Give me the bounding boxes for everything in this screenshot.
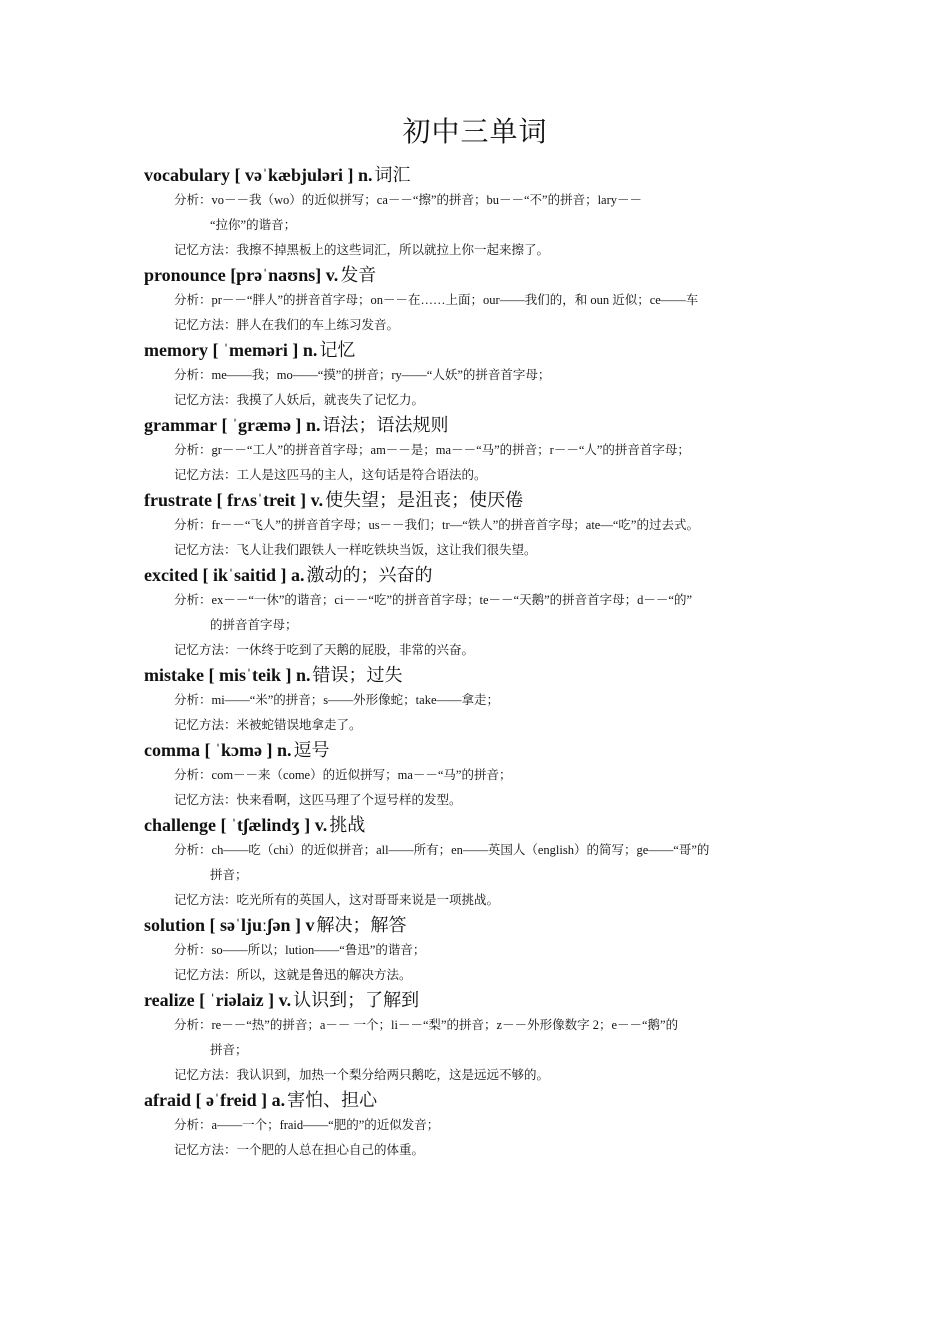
memory-method-label: 记忆方法： <box>174 468 237 482</box>
memory-method-text: 我擦不掉黑板上的这些词汇，所以就拉上你一起来擦了。 <box>236 243 550 257</box>
vocab-word: grammar <box>144 415 217 435</box>
headword-line <box>144 988 824 1013</box>
vocab-word: excited <box>144 565 198 585</box>
analysis-text: mi——“米”的拼音；s——外形像蛇；take——拿走； <box>211 693 499 707</box>
memory-method-label: 记忆方法： <box>174 718 237 732</box>
vocab-entry <box>144 263 824 338</box>
analysis-text: a——一个；fraid——“肥的”的近似发音； <box>211 1118 440 1132</box>
vocab-entry <box>144 413 824 488</box>
vocabulary-list <box>144 163 824 1163</box>
word-meaning: 激动的；兴奋的 <box>306 565 433 585</box>
analysis-line <box>144 938 824 963</box>
memory-method-line <box>144 1138 824 1163</box>
headword-line <box>144 413 824 438</box>
word-meaning: 词汇 <box>374 165 411 185</box>
analysis-line <box>144 688 824 713</box>
memory-method-text: 快来看啊，这匹马理了个逗号样的发型。 <box>236 793 462 807</box>
vocab-entry <box>144 563 824 663</box>
vocab-entry <box>144 663 824 738</box>
headword-line <box>144 813 824 838</box>
vocab-entry <box>144 738 824 813</box>
analysis-line <box>144 838 824 888</box>
analysis-line <box>144 763 824 788</box>
memory-method-label: 记忆方法： <box>174 793 237 807</box>
phonetic-transcription: [ əˈfreid ] <box>195 1090 268 1110</box>
analysis-text: com－－来（come）的近似拼写；ma－－“马”的拼音； <box>211 768 512 782</box>
memory-method-text: 一个肥的人总在担心自己的体重。 <box>236 1143 425 1157</box>
word-meaning: 害怕、担心 <box>287 1090 378 1110</box>
memory-method-line <box>144 963 824 988</box>
vocab-word: comma <box>144 740 200 760</box>
memory-method-line <box>144 388 824 413</box>
headword-line <box>144 488 824 513</box>
phonetic-transcription: [ vəˈkæbjuləri ] <box>234 165 354 185</box>
analysis-label: 分析： <box>174 693 212 707</box>
vocab-entry <box>144 913 824 988</box>
vocab-entry <box>144 338 824 413</box>
memory-method-label: 记忆方法： <box>174 318 237 332</box>
analysis-label: 分析： <box>174 1118 212 1132</box>
analysis-text: “拉你”的谐音； <box>210 218 297 232</box>
analysis-text: ch——吃（chi）的近似拼音；all——所有；en——英国人（english）的简写；ge——“哥”的 <box>211 843 710 857</box>
analysis-label: 分析： <box>174 943 212 957</box>
word-meaning: 认识到；了解到 <box>293 990 420 1010</box>
headword-line <box>144 1088 824 1113</box>
analysis-line <box>144 288 824 313</box>
part-of-speech: n. <box>358 165 373 185</box>
vocab-entry <box>144 163 824 263</box>
memory-method-line <box>144 463 824 488</box>
analysis-label: 分析： <box>174 518 212 532</box>
analysis-text: 拼音； <box>210 868 248 882</box>
memory-method-label: 记忆方法： <box>174 968 237 982</box>
analysis-line <box>144 1113 824 1138</box>
memory-method-label: 记忆方法： <box>174 893 237 907</box>
part-of-speech: v. <box>325 265 339 285</box>
vocab-entry <box>144 1088 824 1163</box>
part-of-speech: v. <box>314 815 328 835</box>
phonetic-transcription: [ ˈmeməri ] <box>212 340 299 360</box>
analysis-line <box>144 513 824 538</box>
analysis-line <box>144 588 824 638</box>
analysis-line <box>144 363 824 388</box>
memory-method-line <box>144 888 824 913</box>
memory-method-label: 记忆方法： <box>174 643 237 657</box>
memory-method-text: 一休终于吃到了天鹅的屁股，非常的兴奋。 <box>236 643 475 657</box>
headword-line <box>144 263 824 288</box>
phonetic-transcription: [ ikˈsaitid ] <box>202 565 287 585</box>
analysis-line <box>144 1013 824 1063</box>
part-of-speech: v <box>305 915 315 935</box>
analysis-label: 分析： <box>174 368 212 382</box>
analysis-label: 分析： <box>174 1018 212 1032</box>
phonetic-transcription: [ səˈljuːʃən ] <box>209 915 301 935</box>
analysis-label: 分析： <box>174 843 212 857</box>
analysis-text: pr－－“胖人”的拼音首字母；on－－在……上面；our——我们的，和 oun 近似；ce——车 <box>211 293 699 307</box>
analysis-text: me——我；mo——“摸”的拼音；ry——“人妖”的拼音首字母； <box>211 368 551 382</box>
memory-method-text: 飞人让我们跟铁人一样吃铁块当饭，这让我们很失望。 <box>236 543 537 557</box>
memory-method-label: 记忆方法： <box>174 243 237 257</box>
headword-line <box>144 663 824 688</box>
phonetic-transcription: [ ˈkɔmə ] <box>204 740 273 760</box>
part-of-speech: a. <box>271 1090 286 1110</box>
memory-method-text: 胖人在我们的车上练习发音。 <box>236 318 400 332</box>
analysis-text: 的拼音首字母； <box>210 618 298 632</box>
analysis-text: ex－－“一休”的谐音；ci－－“吃”的拼音首字母；te－－“天鹅”的拼音首字母；d－－“的” <box>211 593 692 607</box>
memory-method-text: 我摸了人妖后，就丧失了记忆力。 <box>236 393 425 407</box>
headword-line <box>144 913 824 938</box>
vocab-entry <box>144 813 824 913</box>
part-of-speech: n. <box>302 340 318 360</box>
phonetic-transcription: [ ˈtʃælindʒ ] <box>220 815 311 835</box>
vocab-word: frustrate <box>144 490 212 510</box>
analysis-label: 分析： <box>174 593 212 607</box>
part-of-speech: n. <box>295 665 311 685</box>
analysis-text: re－－“热”的拼音；a－－ 一个；li－－“梨”的拼音；z－－外形像数字 2；e－－“鹅”的 <box>211 1018 679 1032</box>
headword-line <box>144 338 824 363</box>
memory-method-label: 记忆方法： <box>174 1143 237 1157</box>
analysis-label: 分析： <box>174 768 212 782</box>
word-meaning: 语法；语法规则 <box>322 415 449 435</box>
word-meaning: 发音 <box>340 265 377 285</box>
analysis-label: 分析： <box>174 193 212 207</box>
headword-line <box>144 563 824 588</box>
memory-method-line <box>144 713 824 738</box>
vocab-word: solution <box>144 915 206 935</box>
memory-method-label: 记忆方法： <box>174 1068 237 1082</box>
memory-method-line <box>144 788 824 813</box>
phonetic-transcription: [ misˈteik ] <box>208 665 292 685</box>
vocab-word: memory <box>144 340 208 360</box>
memory-method-line <box>144 538 824 563</box>
phonetic-transcription: [ ˈgræmə ] <box>221 415 302 435</box>
part-of-speech: n. <box>276 740 292 760</box>
vocab-word: challenge <box>144 815 216 835</box>
phonetic-transcription: [ frʌsˈtreit ] <box>216 490 307 510</box>
part-of-speech: a. <box>291 565 305 585</box>
vocab-entry <box>144 988 824 1088</box>
memory-method-line <box>144 1063 824 1088</box>
word-meaning: 解决；解答 <box>316 915 407 935</box>
part-of-speech: n. <box>305 415 321 435</box>
analysis-label: 分析： <box>174 443 212 457</box>
word-meaning: 记忆 <box>319 340 356 360</box>
vocab-entry <box>144 488 824 563</box>
memory-method-text: 我认识到，加热一个梨分给两只鹅吃，这是远远不够的。 <box>236 1068 550 1082</box>
memory-method-label: 记忆方法： <box>174 543 237 557</box>
analysis-text: fr－－“飞人”的拼音首字母；us－－我们；tr—“铁人”的拼音首字母；ate—“吃”的过去式。 <box>211 518 699 532</box>
vocab-word: vocabulary <box>144 165 231 185</box>
phonetic-transcription: [prəˈnaʊns] <box>230 265 322 285</box>
part-of-speech: v. <box>278 990 292 1010</box>
vocab-word: afraid <box>144 1090 191 1110</box>
analysis-label: 分析： <box>174 293 212 307</box>
memory-method-line <box>144 313 824 338</box>
vocab-word: mistake <box>144 665 204 685</box>
memory-method-line <box>144 638 824 663</box>
word-meaning: 使失望；是沮丧；使厌倦 <box>325 490 524 510</box>
analysis-text: gr－－“工人”的拼音首字母；am－－是；ma－－“马”的拼音；r－－“人”的拼音首字母； <box>211 443 690 457</box>
analysis-text: so——所以；lution——“鲁迅”的谐音； <box>211 943 426 957</box>
analysis-line <box>144 438 824 463</box>
vocab-word: pronounce <box>144 265 226 285</box>
memory-method-text: 工人是这匹马的主人，这句话是符合语法的。 <box>236 468 487 482</box>
word-meaning: 错误；过失 <box>312 665 403 685</box>
headword-line <box>144 738 824 763</box>
word-meaning: 挑战 <box>329 815 366 835</box>
memory-method-label: 记忆方法： <box>174 393 237 407</box>
headword-line <box>144 163 824 188</box>
analysis-line <box>144 188 824 238</box>
memory-method-line <box>144 238 824 263</box>
part-of-speech: v. <box>310 490 324 510</box>
phonetic-transcription: [ ˈriəlaiz ] <box>199 990 275 1010</box>
analysis-text: 拼音； <box>210 1043 248 1057</box>
memory-method-text: 米被蛇错误地拿走了。 <box>236 718 362 732</box>
analysis-text: vo－－我（wo）的近似拼写；ca－－“擦”的拼音；bu－－“不”的拼音；lary－－ <box>211 193 643 207</box>
word-meaning: 逗号 <box>293 740 330 760</box>
memory-method-text: 吃光所有的英国人，这对哥哥来说是一项挑战。 <box>236 893 500 907</box>
memory-method-text: 所以，这就是鲁迅的解决方法。 <box>236 968 412 982</box>
document-title: 初中三单词 <box>402 117 548 148</box>
vocab-word: realize <box>144 990 195 1010</box>
